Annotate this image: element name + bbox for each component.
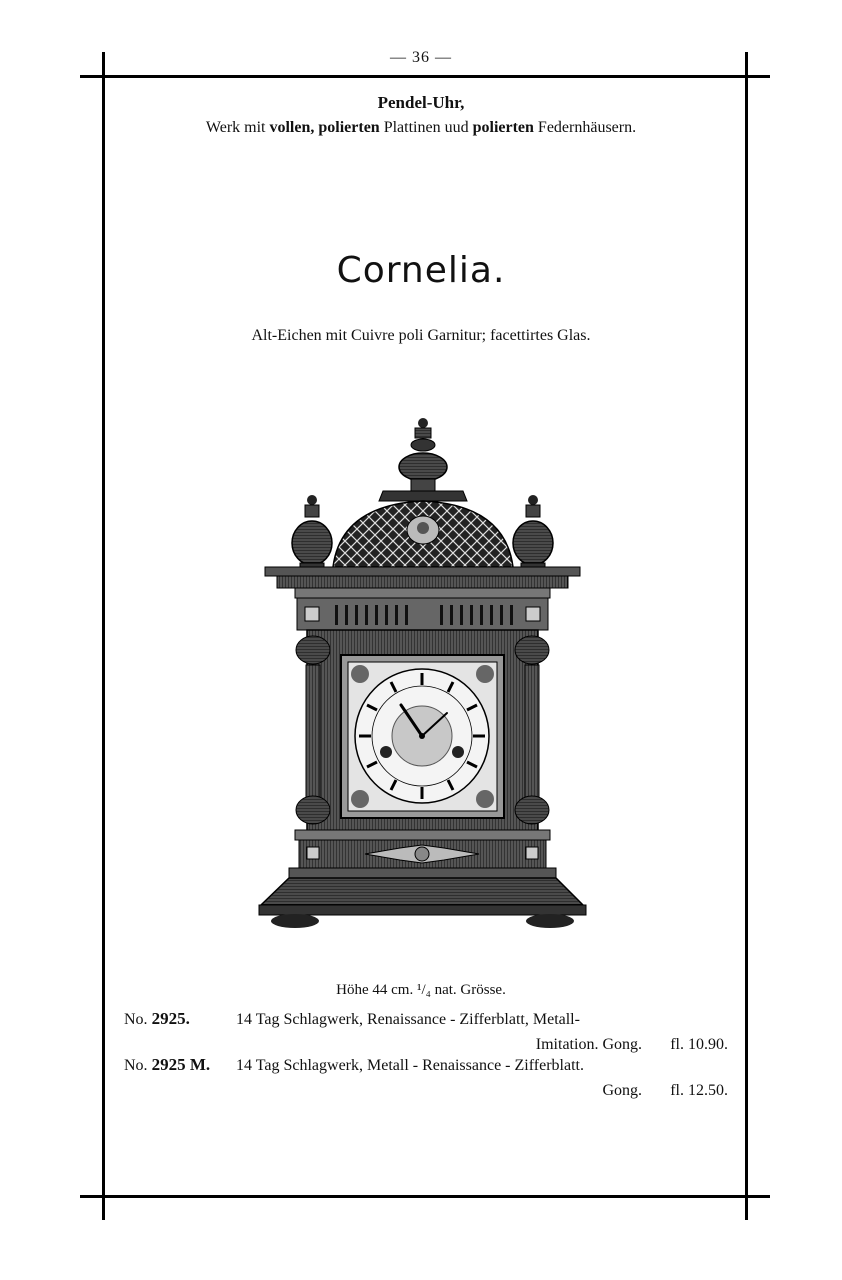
clock-base xyxy=(261,878,583,905)
item-desc-2: 14 Tag Schlagwerk, Metall - Renaissance - Zifferblatt. xyxy=(236,1057,584,1074)
product-title: Cornelia. xyxy=(336,250,506,291)
item-desc-2b: Gong. xyxy=(602,1082,642,1099)
item-desc-1b: Imitation. Gong. xyxy=(535,1036,642,1053)
bottom-rule xyxy=(80,1195,770,1198)
item-number-2: No. 2925 M. xyxy=(124,1055,211,1074)
left-finial xyxy=(292,495,332,571)
item-desc-1: 14 Tag Schlagwerk, Renaissance - Zifferblatt, Metall- xyxy=(236,1011,580,1028)
left-rule xyxy=(102,52,105,1220)
product-material: Alt-Eichen mit Cuivre poli Garnitur; facettirtes Glas. xyxy=(251,327,591,344)
top-finial xyxy=(399,418,447,491)
item-price-2: fl. 12.50. xyxy=(670,1082,728,1099)
right-rule xyxy=(745,52,748,1220)
top-rule xyxy=(80,75,770,78)
page-number: — 36 — xyxy=(390,49,452,66)
item-number-1: No. 2925. xyxy=(124,1009,190,1028)
item-price-1: fl. 10.90. xyxy=(670,1036,728,1053)
page-subheading: Werk mit vollen, polierten Plattinen uud polierten Federnhäusern. xyxy=(205,119,637,136)
clock-illustration xyxy=(255,415,590,935)
size-caption: Höhe 44 cm. ¹/₄ nat. Grösse. xyxy=(336,982,506,998)
right-finial xyxy=(513,495,553,571)
page-heading: Pendel-Uhr, xyxy=(377,93,465,112)
